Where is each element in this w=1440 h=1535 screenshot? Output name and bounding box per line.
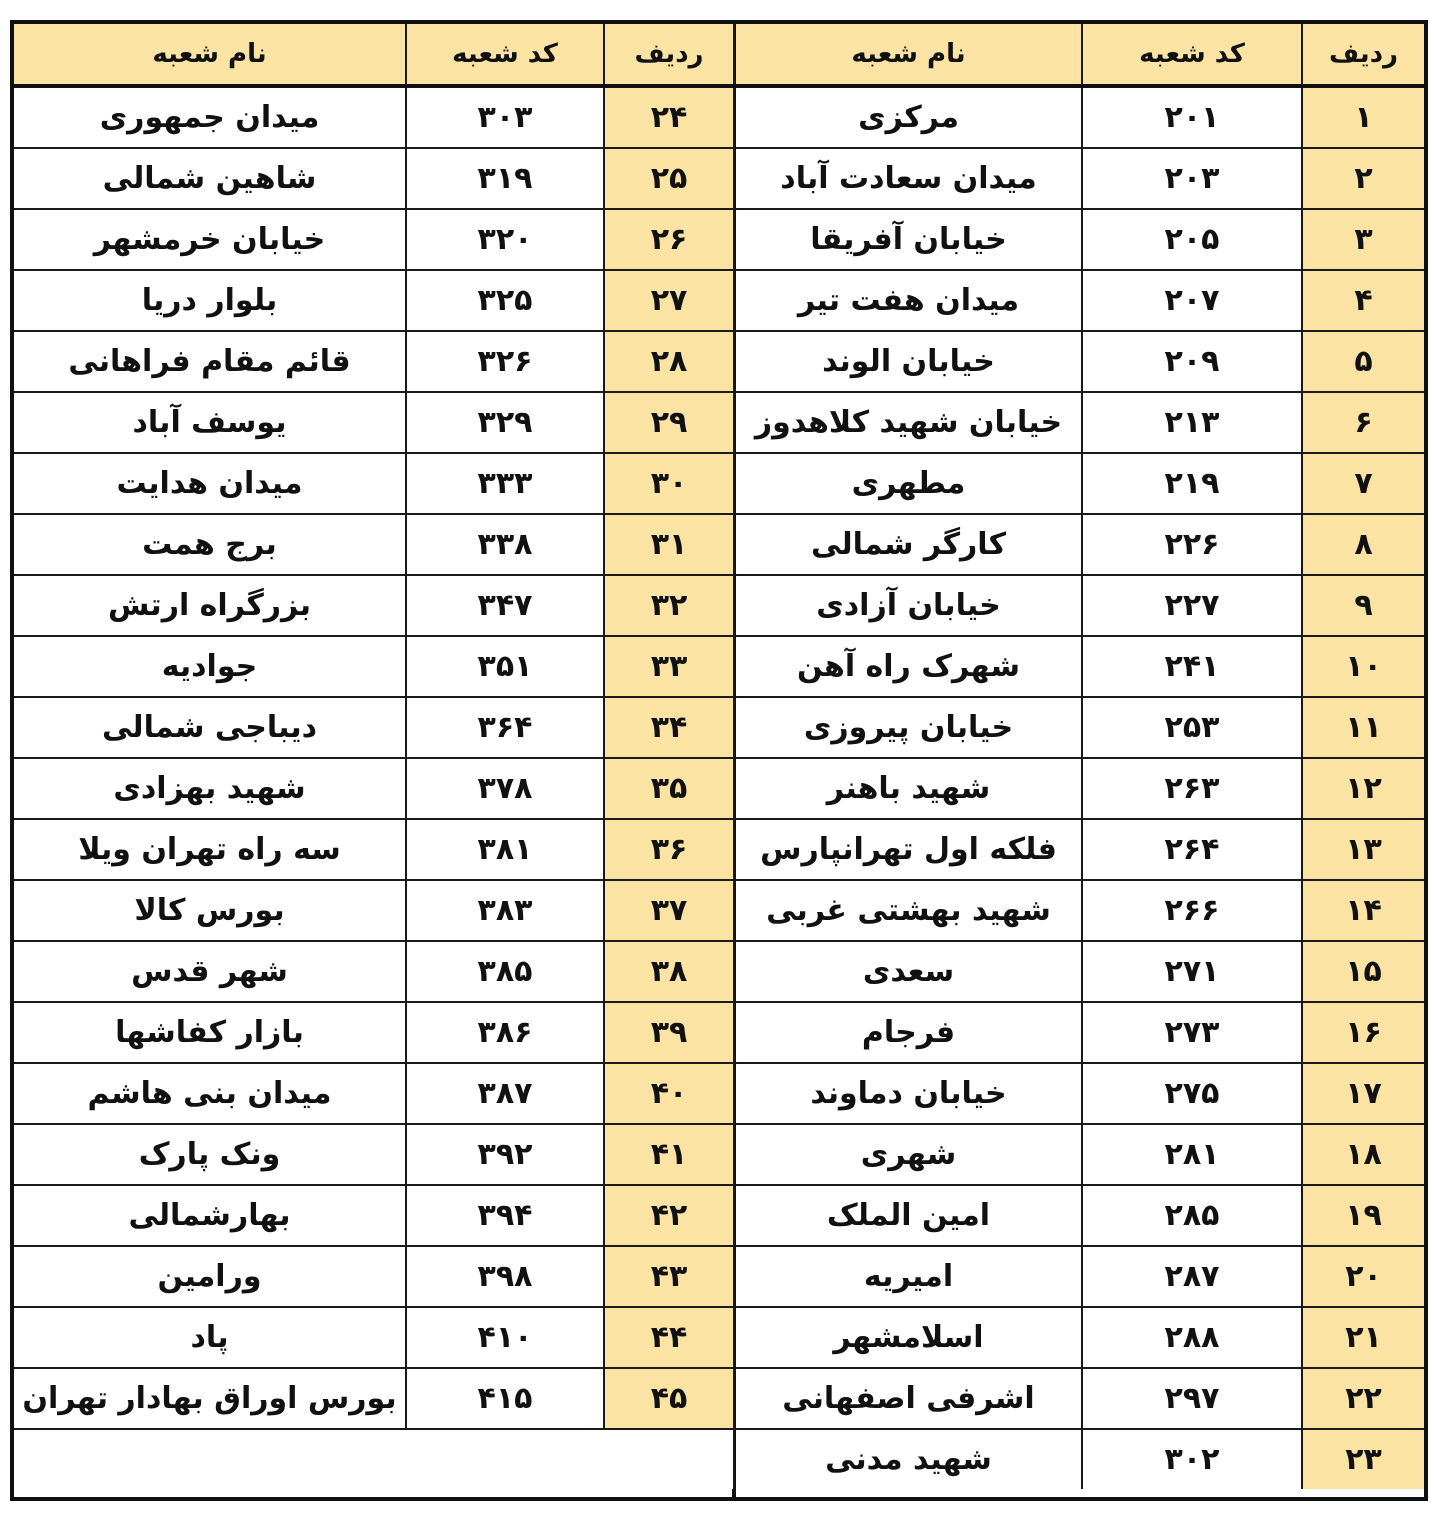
header-branch-name: نام شعبه bbox=[735, 24, 1082, 86]
branch-code-cell: ۲۷۱ bbox=[1082, 941, 1302, 1002]
branch-name-cell: بورس اوراق بهادار تهران bbox=[14, 1368, 406, 1429]
branch-table-right bbox=[734, 24, 1424, 1489]
branch-name-cell: خیابان خرمشهر bbox=[14, 209, 406, 270]
branch-code-cell: ۲۴۱ bbox=[1082, 636, 1302, 697]
branch-code-cell: ۳۳۳ bbox=[406, 453, 604, 514]
branch-code-cell: ۳۸۳ bbox=[406, 880, 604, 941]
table-row bbox=[735, 575, 1424, 636]
table-row bbox=[14, 1124, 734, 1185]
branch-name-cell: شاهین شمالی bbox=[14, 148, 406, 209]
table-row bbox=[14, 1246, 734, 1307]
table-row bbox=[735, 331, 1424, 392]
table-row bbox=[735, 1002, 1424, 1063]
table-row bbox=[735, 758, 1424, 819]
row-number-cell: ۷ bbox=[1302, 453, 1424, 514]
row-number-cell: ۳۶ bbox=[604, 819, 734, 880]
branch-code-cell: ۲۹۷ bbox=[1082, 1368, 1302, 1429]
row-number-cell: ۶ bbox=[1302, 392, 1424, 453]
row-number-cell: ۳ bbox=[1302, 209, 1424, 270]
table-row bbox=[735, 453, 1424, 514]
branch-code-cell: ۳۳۸ bbox=[406, 514, 604, 575]
row-number-cell: ۲۱ bbox=[1302, 1307, 1424, 1368]
branch-code-cell: ۳۸۶ bbox=[406, 1002, 604, 1063]
branch-code-cell: ۳۵۱ bbox=[406, 636, 604, 697]
branch-code-cell: ۳۲۹ bbox=[406, 392, 604, 453]
branch-name-cell: مطهری bbox=[735, 453, 1082, 514]
row-number-cell: ۳۹ bbox=[604, 1002, 734, 1063]
branch-code-cell: ۲۰۷ bbox=[1082, 270, 1302, 331]
branch-name-cell: کارگر شمالی bbox=[735, 514, 1082, 575]
table-row bbox=[735, 1368, 1424, 1429]
row-number-cell: ۴ bbox=[1302, 270, 1424, 331]
header-row-number: ردیف bbox=[604, 24, 734, 86]
branch-code-cell: ۳۶۴ bbox=[406, 697, 604, 758]
branch-code-cell: ۲۱۹ bbox=[1082, 453, 1302, 514]
row-number-cell: ۱۸ bbox=[1302, 1124, 1424, 1185]
branch-name-cell: اشرفی اصفهانی bbox=[735, 1368, 1082, 1429]
table-row bbox=[14, 453, 734, 514]
branch-name-cell: میدان هدایت bbox=[14, 453, 406, 514]
branch-code-cell: ۲۶۴ bbox=[1082, 819, 1302, 880]
table-row bbox=[735, 1429, 1424, 1489]
branch-name-cell: پاد bbox=[14, 1307, 406, 1368]
table-header-row bbox=[14, 24, 734, 86]
branch-name-cell: خیابان آفریقا bbox=[735, 209, 1082, 270]
row-number-cell: ۲۲ bbox=[1302, 1368, 1424, 1429]
branch-name-cell: فرجام bbox=[735, 1002, 1082, 1063]
row-number-cell: ۲۰ bbox=[1302, 1246, 1424, 1307]
table-row bbox=[735, 1246, 1424, 1307]
branch-code-cell: ۳۱۹ bbox=[406, 148, 604, 209]
branch-name-cell: بورس کالا bbox=[14, 880, 406, 941]
branch-name-cell: مرکزی bbox=[735, 86, 1082, 148]
branch-code-cell: ۲۶۶ bbox=[1082, 880, 1302, 941]
row-number-cell: ۳۷ bbox=[604, 880, 734, 941]
row-number-cell: ۴۴ bbox=[604, 1307, 734, 1368]
branch-code-cell: ۳۹۸ bbox=[406, 1246, 604, 1307]
branch-code-cell: ۳۹۴ bbox=[406, 1185, 604, 1246]
branch-name-cell: خیابان دماوند bbox=[735, 1063, 1082, 1124]
row-number-cell: ۳۲ bbox=[604, 575, 734, 636]
branch-name-cell: شهید بهزادی bbox=[14, 758, 406, 819]
branch-name-cell: سعدی bbox=[735, 941, 1082, 1002]
row-number-cell: ۸ bbox=[1302, 514, 1424, 575]
table-row bbox=[14, 1368, 734, 1429]
branch-code-cell: ۲۸۱ bbox=[1082, 1124, 1302, 1185]
branch-name-cell: شهید مدنی bbox=[735, 1429, 1082, 1489]
branch-name-cell: خیابان پیروزی bbox=[735, 697, 1082, 758]
branch-name-cell: میدان بنی هاشم bbox=[14, 1063, 406, 1124]
branch-code-cell: ۲۵۳ bbox=[1082, 697, 1302, 758]
row-number-cell: ۴۰ bbox=[604, 1063, 734, 1124]
table-row bbox=[14, 1063, 734, 1124]
table-row bbox=[14, 1185, 734, 1246]
branch-name-cell: خیابان الوند bbox=[735, 331, 1082, 392]
branch-name-cell: یوسف آباد bbox=[14, 392, 406, 453]
branch-code-cell: ۳۰۲ bbox=[1082, 1429, 1302, 1489]
row-number-cell: ۳۰ bbox=[604, 453, 734, 514]
branch-name-cell: شهرک راه آهن bbox=[735, 636, 1082, 697]
table-row bbox=[735, 270, 1424, 331]
row-number-cell: ۴۲ bbox=[604, 1185, 734, 1246]
table-header-row bbox=[735, 24, 1424, 86]
branch-name-cell: بهارشمالی bbox=[14, 1185, 406, 1246]
branch-code-cell: ۲۲۷ bbox=[1082, 575, 1302, 636]
branch-name-cell: شهری bbox=[735, 1124, 1082, 1185]
branch-name-cell: بزرگراه ارتش bbox=[14, 575, 406, 636]
table-row bbox=[14, 209, 734, 270]
table-row bbox=[735, 514, 1424, 575]
branch-name-cell: فلکه اول تهرانپارس bbox=[735, 819, 1082, 880]
branch-code-cell: ۲۰۳ bbox=[1082, 148, 1302, 209]
branch-code-cell: ۲۲۶ bbox=[1082, 514, 1302, 575]
row-number-cell: ۹ bbox=[1302, 575, 1424, 636]
table-row bbox=[735, 1307, 1424, 1368]
table-row bbox=[735, 86, 1424, 148]
branch-name-cell: بلوار دریا bbox=[14, 270, 406, 331]
table-row bbox=[14, 86, 734, 148]
table-row bbox=[14, 880, 734, 941]
row-number-cell: ۳۱ bbox=[604, 514, 734, 575]
branch-code-cell: ۳۸۵ bbox=[406, 941, 604, 1002]
branch-code-cell: ۳۴۷ bbox=[406, 575, 604, 636]
table-row bbox=[14, 1002, 734, 1063]
branch-code-cell: ۳۲۶ bbox=[406, 331, 604, 392]
row-number-cell: ۱۱ bbox=[1302, 697, 1424, 758]
table-row bbox=[735, 1185, 1424, 1246]
table-row bbox=[735, 819, 1424, 880]
branch-name-cell: امین الملک bbox=[735, 1185, 1082, 1246]
row-number-cell: ۳۳ bbox=[604, 636, 734, 697]
branch-name-cell: شهید بهشتی غربی bbox=[735, 880, 1082, 941]
table-row bbox=[14, 331, 734, 392]
branch-name-cell: سه راه تهران ویلا bbox=[14, 819, 406, 880]
branch-code-cell: ۳۸۱ bbox=[406, 819, 604, 880]
branch-code-cell: ۴۱۰ bbox=[406, 1307, 604, 1368]
row-number-cell: ۳۸ bbox=[604, 941, 734, 1002]
branch-name-cell: خیابان آزادی bbox=[735, 575, 1082, 636]
empty-row bbox=[14, 1429, 734, 1489]
header-branch-name: نام شعبه bbox=[14, 24, 406, 86]
branch-name-cell: شهید باهنر bbox=[735, 758, 1082, 819]
table-row bbox=[735, 636, 1424, 697]
branch-code-cell: ۳۹۲ bbox=[406, 1124, 604, 1185]
branch-code-cell: ۳۲۵ bbox=[406, 270, 604, 331]
table-row bbox=[735, 392, 1424, 453]
table-row bbox=[735, 1063, 1424, 1124]
table-row bbox=[14, 636, 734, 697]
table-row bbox=[14, 270, 734, 331]
row-number-cell: ۲۳ bbox=[1302, 1429, 1424, 1489]
branch-code-cell: ۴۱۵ bbox=[406, 1368, 604, 1429]
branch-code-cell: ۲۸۸ bbox=[1082, 1307, 1302, 1368]
table-row bbox=[14, 148, 734, 209]
branch-name-cell: امیریه bbox=[735, 1246, 1082, 1307]
branch-table-left bbox=[14, 24, 735, 1489]
branch-name-cell: ورامین bbox=[14, 1246, 406, 1307]
branch-code-cell: ۲۸۷ bbox=[1082, 1246, 1302, 1307]
branch-code-cell: ۳۷۸ bbox=[406, 758, 604, 819]
branch-code-cell: ۲۸۵ bbox=[1082, 1185, 1302, 1246]
branch-code-cell: ۳۰۳ bbox=[406, 86, 604, 148]
branch-code-cell: ۲۶۳ bbox=[1082, 758, 1302, 819]
row-number-cell: ۱۷ bbox=[1302, 1063, 1424, 1124]
branch-code-cell: ۲۱۳ bbox=[1082, 392, 1302, 453]
table-row bbox=[14, 575, 734, 636]
row-number-cell: ۱۹ bbox=[1302, 1185, 1424, 1246]
table-row bbox=[14, 819, 734, 880]
branch-code-cell: ۳۲۰ bbox=[406, 209, 604, 270]
branch-name-cell: میدان سعادت آباد bbox=[735, 148, 1082, 209]
branch-name-cell: خیابان شهید کلاهدوز bbox=[735, 392, 1082, 453]
table-row bbox=[735, 209, 1424, 270]
row-number-cell: ۱۴ bbox=[1302, 880, 1424, 941]
row-number-cell: ۲۷ bbox=[604, 270, 734, 331]
header-branch-code: کد شعبه bbox=[406, 24, 604, 86]
row-number-cell: ۳۵ bbox=[604, 758, 734, 819]
table-row bbox=[735, 880, 1424, 941]
branch-code-cell: ۲۰۱ bbox=[1082, 86, 1302, 148]
row-number-cell: ۱۰ bbox=[1302, 636, 1424, 697]
table-row bbox=[14, 758, 734, 819]
row-number-cell: ۲۶ bbox=[604, 209, 734, 270]
header-branch-code: کد شعبه bbox=[1082, 24, 1302, 86]
branch-name-cell: قائم مقام فراهانی bbox=[14, 331, 406, 392]
branch-code-cell: ۲۷۳ bbox=[1082, 1002, 1302, 1063]
row-number-cell: ۱۵ bbox=[1302, 941, 1424, 1002]
row-number-cell: ۲۸ bbox=[604, 331, 734, 392]
branch-name-cell: جوادیه bbox=[14, 636, 406, 697]
branch-name-cell: ونک پارک bbox=[14, 1124, 406, 1185]
row-number-cell: ۴۳ bbox=[604, 1246, 734, 1307]
row-number-cell: ۲۵ bbox=[604, 148, 734, 209]
row-number-cell: ۴۵ bbox=[604, 1368, 734, 1429]
row-number-cell: ۱۳ bbox=[1302, 819, 1424, 880]
row-number-cell: ۳۴ bbox=[604, 697, 734, 758]
header-row-number: ردیف bbox=[1302, 24, 1424, 86]
branch-code-cell: ۲۰۵ bbox=[1082, 209, 1302, 270]
row-number-cell: ۲۴ bbox=[604, 86, 734, 148]
branch-list-sheet bbox=[10, 20, 1428, 1501]
table-row bbox=[14, 697, 734, 758]
branch-code-cell: ۲۷۵ bbox=[1082, 1063, 1302, 1124]
branch-code-cell: ۲۰۹ bbox=[1082, 331, 1302, 392]
table-row bbox=[735, 697, 1424, 758]
row-number-cell: ۱ bbox=[1302, 86, 1424, 148]
table-row bbox=[735, 941, 1424, 1002]
row-number-cell: ۱۶ bbox=[1302, 1002, 1424, 1063]
branch-name-cell: شهر قدس bbox=[14, 941, 406, 1002]
row-number-cell: ۵ bbox=[1302, 331, 1424, 392]
branch-name-cell: برج همت bbox=[14, 514, 406, 575]
table-row bbox=[14, 392, 734, 453]
row-number-cell: ۱۲ bbox=[1302, 758, 1424, 819]
row-number-cell: ۲۹ bbox=[604, 392, 734, 453]
branch-name-cell: میدان جمهوری bbox=[14, 86, 406, 148]
branch-name-cell: دیباجی شمالی bbox=[14, 697, 406, 758]
branch-name-cell: اسلامشهر bbox=[735, 1307, 1082, 1368]
branch-name-cell: بازار کفاشها bbox=[14, 1002, 406, 1063]
table-row bbox=[14, 1307, 734, 1368]
row-number-cell: ۲ bbox=[1302, 148, 1424, 209]
row-number-cell: ۴۱ bbox=[604, 1124, 734, 1185]
table-row bbox=[14, 941, 734, 1002]
branch-name-cell: میدان هفت تیر bbox=[735, 270, 1082, 331]
table-row bbox=[14, 514, 734, 575]
branch-code-cell: ۳۸۷ bbox=[406, 1063, 604, 1124]
empty-cell bbox=[14, 1429, 734, 1489]
table-row bbox=[735, 148, 1424, 209]
table-row bbox=[735, 1124, 1424, 1185]
